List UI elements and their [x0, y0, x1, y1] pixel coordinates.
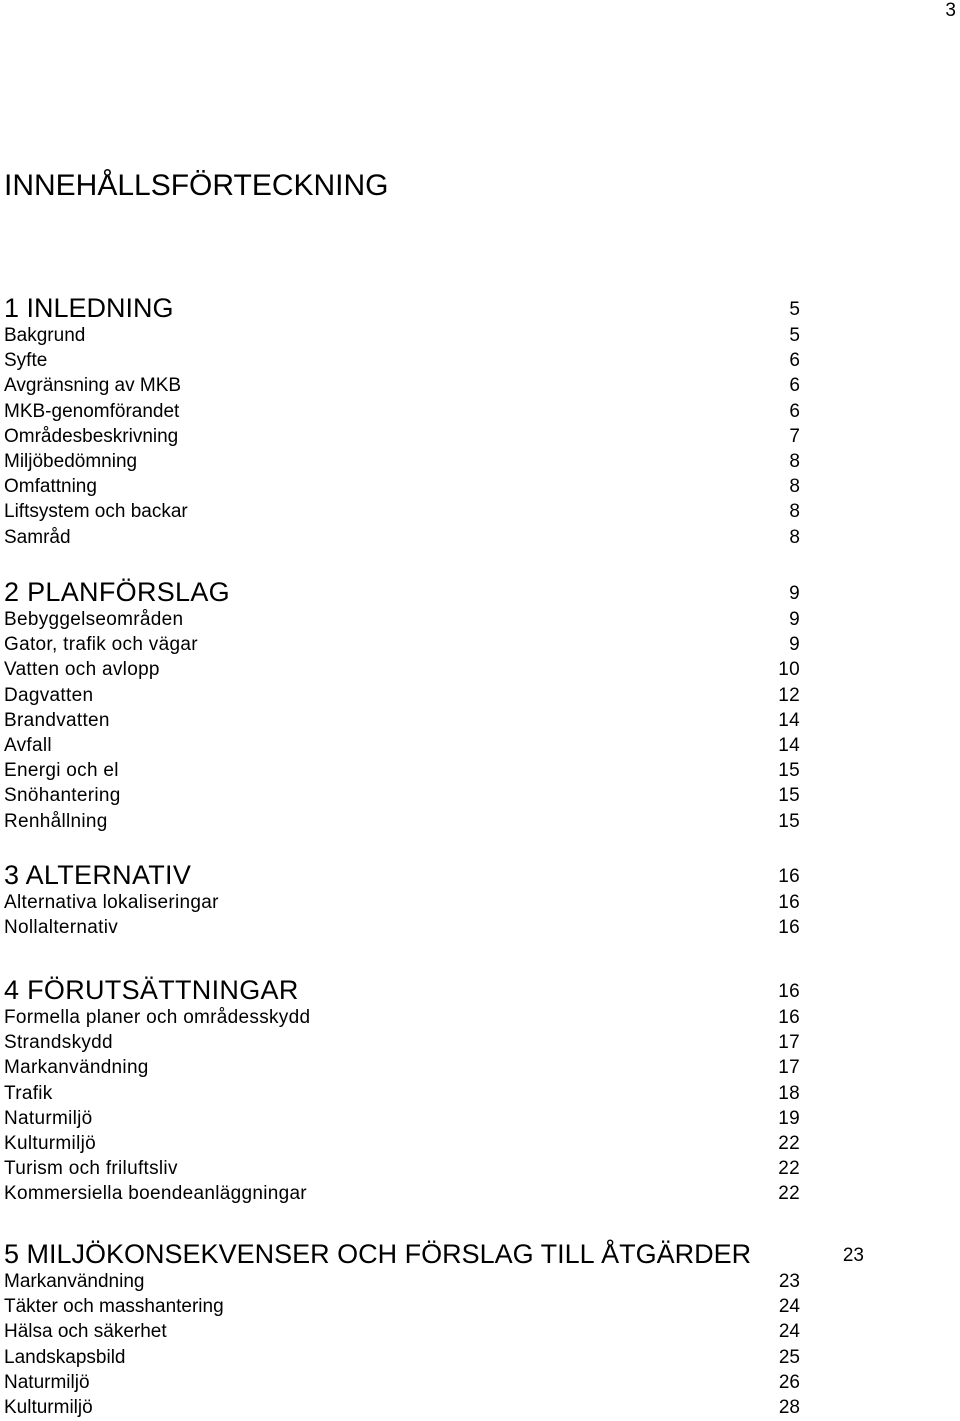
entry-label: Alternativa lokaliseringar: [4, 892, 219, 913]
entry-page: 22: [778, 1132, 800, 1154]
page-number: 3: [945, 0, 956, 21]
section-title: 3 ALTERNATIV: [4, 860, 192, 890]
entry-page: 6: [789, 350, 800, 372]
toc-entry[interactable]: [0, 1131, 960, 1156]
entry-label: Snöhantering: [4, 785, 121, 807]
toc-section-4: [0, 975, 960, 1207]
section-title: 5 MILJÖKONSEKVENSER OCH FÖRSLAG TILL ÅTGÄRDER: [4, 1239, 752, 1269]
toc-entry[interactable]: [0, 399, 960, 424]
toc-entry[interactable]: [0, 1345, 960, 1370]
entry-label: Syfte: [4, 350, 48, 372]
toc-entry[interactable]: [0, 607, 960, 632]
entry-label: Kulturmiljö: [4, 1396, 93, 1418]
section-page: 16: [778, 866, 800, 887]
entry-label: Samråd: [4, 526, 71, 548]
entry-label: Brandvatten: [4, 709, 110, 731]
toc-section-heading[interactable]: [0, 860, 960, 890]
entry-label: Turism och friluftsliv: [4, 1158, 178, 1180]
toc-entry[interactable]: [0, 657, 960, 682]
toc-entry[interactable]: [0, 1269, 960, 1294]
toc-entry[interactable]: [0, 683, 960, 708]
entry-label: Energi och el: [4, 760, 119, 782]
section-title: 2 PLANFÖRSLAG: [4, 577, 230, 607]
entry-label: Avgränsning av MKB: [4, 375, 182, 397]
entry-page: 24: [778, 1296, 800, 1318]
entry-page: 25: [778, 1346, 800, 1368]
toc-entry[interactable]: [0, 348, 960, 373]
section-title: 1 INLEDNING: [4, 293, 174, 323]
entry-label: Naturmiljö: [4, 1371, 90, 1393]
toc-entry[interactable]: [0, 1055, 960, 1080]
toc-entry[interactable]: [0, 1395, 960, 1420]
toc-entry[interactable]: [0, 890, 960, 915]
toc-entry[interactable]: [0, 1156, 960, 1181]
entry-label: Strandskydd: [4, 1032, 113, 1054]
toc-entry[interactable]: [0, 1030, 960, 1055]
entry-label: Bakgrund: [4, 325, 86, 346]
toc-entry[interactable]: [0, 499, 960, 524]
entry-label: Vatten och avlopp: [4, 659, 160, 681]
toc-entry[interactable]: [0, 708, 960, 733]
entry-label: Renhållning: [4, 810, 108, 832]
toc-section-3: [0, 860, 960, 940]
toc-section-5: [0, 1239, 960, 1420]
entry-label: Markanvändning: [4, 1271, 145, 1292]
entry-page: 6: [789, 400, 800, 422]
entry-page: 8: [789, 476, 800, 498]
entry-page: 16: [778, 892, 800, 913]
entry-label: Landskapsbild: [4, 1346, 126, 1368]
entry-label: Miljöbedömning: [4, 450, 138, 472]
section-page: 9: [789, 583, 800, 604]
entry-page: 28: [778, 1396, 800, 1418]
entry-page: 19: [778, 1107, 800, 1129]
entry-page: 17: [778, 1057, 800, 1079]
entry-label: Avfall: [4, 734, 52, 756]
entry-page: 7: [789, 425, 800, 447]
toc-entry[interactable]: [0, 449, 960, 474]
toc-section-heading[interactable]: [0, 1239, 960, 1269]
section-page: 23: [842, 1245, 864, 1266]
entry-page: 16: [778, 1007, 800, 1028]
entry-label: Gator, trafik och vägar: [4, 634, 198, 656]
toc-entry[interactable]: [0, 424, 960, 449]
toc-entry[interactable]: [0, 1005, 960, 1030]
toc-section-heading[interactable]: [0, 975, 960, 1005]
section-page: 16: [778, 981, 800, 1002]
entry-page: 23: [778, 1271, 800, 1292]
toc-section-heading[interactable]: [0, 293, 960, 323]
toc-entry[interactable]: [0, 323, 960, 348]
entry-label: Täkter och masshantering: [4, 1296, 224, 1318]
toc-entry[interactable]: [0, 1106, 960, 1131]
entry-page: 24: [778, 1321, 800, 1343]
toc-entry[interactable]: [0, 373, 960, 398]
toc-entry[interactable]: [0, 1370, 960, 1395]
entry-page: 8: [789, 450, 800, 472]
toc-section-2: [0, 577, 960, 834]
entry-label: MKB-genomförandet: [4, 400, 180, 422]
entry-page: 16: [778, 917, 800, 939]
toc-entry[interactable]: [0, 783, 960, 808]
entry-page: 18: [778, 1082, 800, 1104]
entry-page: 14: [778, 709, 800, 731]
toc-entry[interactable]: [0, 915, 960, 940]
entry-page: 15: [778, 810, 800, 832]
toc-entry[interactable]: [0, 1319, 960, 1344]
entry-page: 17: [778, 1032, 800, 1054]
entry-page: 8: [789, 501, 800, 523]
toc-entry[interactable]: [0, 1081, 960, 1106]
toc-entry[interactable]: [0, 809, 960, 834]
entry-label: Hälsa och säkerhet: [4, 1321, 167, 1343]
entry-page: 6: [789, 375, 800, 397]
entry-label: Markanvändning: [4, 1057, 149, 1079]
entry-label: Naturmiljö: [4, 1107, 93, 1129]
toc-entry[interactable]: [0, 474, 960, 499]
entry-label: Kulturmiljö: [4, 1132, 96, 1154]
entry-page: 10: [778, 659, 800, 681]
toc-entry[interactable]: [0, 632, 960, 657]
toc-title: INNEHÅLLSFÖRTECKNING: [4, 169, 389, 202]
entry-label: Formella planer och områdesskydd: [4, 1007, 311, 1028]
section-page: 5: [789, 299, 800, 320]
entry-label: Områdesbeskrivning: [4, 425, 179, 447]
toc-section-1: [0, 293, 960, 550]
toc-entry[interactable]: [0, 733, 960, 758]
entry-page: 15: [778, 760, 800, 782]
toc-entry[interactable]: [0, 758, 960, 783]
entry-page: 14: [778, 734, 800, 756]
entry-page: 12: [778, 684, 800, 706]
section-title: 4 FÖRUTSÄTTNINGAR: [4, 975, 299, 1005]
entry-page: 8: [789, 526, 800, 548]
entry-label: Liftsystem och backar: [4, 501, 188, 523]
entry-page: 5: [789, 325, 800, 346]
entry-page: 9: [789, 634, 800, 656]
entry-label: Omfattning: [4, 476, 97, 498]
entry-label: Kommersiella boendeanläggningar: [4, 1183, 307, 1205]
entry-page: 22: [778, 1158, 800, 1180]
toc-entry[interactable]: [0, 525, 960, 550]
entry-label: Bebyggelseområden: [4, 609, 184, 630]
toc-entry[interactable]: [0, 1294, 960, 1319]
entry-label: Trafik: [4, 1082, 53, 1104]
entry-page: 9: [789, 609, 800, 630]
entry-page: 15: [778, 785, 800, 807]
toc-section-heading[interactable]: [0, 577, 960, 607]
entry-page: 26: [778, 1371, 800, 1393]
entry-label: Nollalternativ: [4, 917, 119, 939]
toc-entry[interactable]: [0, 1181, 960, 1206]
entry-page: 22: [778, 1183, 800, 1205]
entry-label: Dagvatten: [4, 684, 94, 706]
